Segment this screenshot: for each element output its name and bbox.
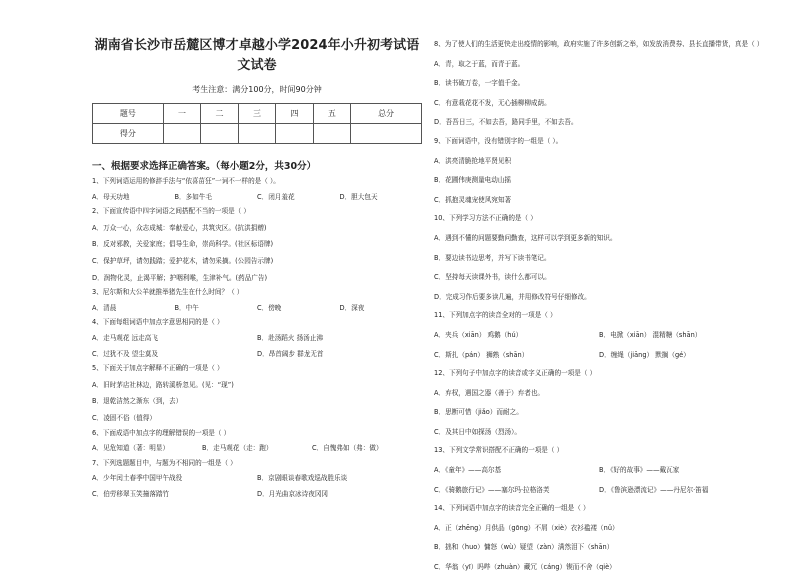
option: D．完成习作后要多读几遍，并用修改符号仔细修改。 bbox=[434, 292, 591, 301]
options-row bbox=[434, 486, 764, 496]
question-text: 12、下列句子中加点字的读音或字义正确的一项是（ ） bbox=[434, 369, 597, 378]
option: A．旧时茅店社林边，路转溪桥忽见。(见：“现”) bbox=[92, 380, 234, 389]
options-row bbox=[92, 490, 422, 500]
option: C．斯扎（pán） 狮熟（shān） bbox=[434, 350, 529, 359]
options-row bbox=[434, 331, 764, 341]
option: A．万众一心，众志成城：奉献爱心，共筑灾区。(抗洪捐赠) bbox=[92, 223, 267, 232]
score-table bbox=[92, 103, 422, 144]
option: B．思断可惜（jiǎo）而耐之。 bbox=[434, 408, 523, 417]
option: D．吾吾日三，不如去吾，路同手里，不如去吾。 bbox=[434, 118, 578, 127]
options-row bbox=[92, 444, 422, 454]
option: A．《童年》——高尔基 bbox=[434, 466, 502, 475]
question-text: 10、下列学习方法不正确的是（ ） bbox=[434, 214, 537, 223]
option: B．京剧眼谈春歌戏巡战胜乐谈 bbox=[257, 474, 348, 483]
score-header-cell: 总分 bbox=[351, 104, 422, 124]
options-row bbox=[92, 334, 422, 344]
score-header-cell: 五 bbox=[313, 104, 350, 124]
option: C．《骑鹅旅行记》——塞尔玛·拉格洛芙 bbox=[434, 485, 550, 494]
score-value-row bbox=[93, 124, 422, 144]
option: C．保护草坪，请勿践踏；爱护花木，请勿采摘。(公园告示牌) bbox=[92, 256, 274, 265]
options-row bbox=[92, 193, 422, 203]
options-row bbox=[92, 350, 422, 360]
option: A．弃权，遇国之器（善于）弃者也。 bbox=[434, 388, 545, 397]
score-header-cell: 二 bbox=[201, 104, 238, 124]
option: A．夹兵（xiān） 鸡鹅（hú） bbox=[434, 330, 523, 339]
option: D．缠绳（jiāng） 默搁（gé） bbox=[599, 350, 690, 359]
question-text: 6、下面成语中加点字的理解错误的一项是（ ） bbox=[92, 428, 231, 437]
option: C．过犹不及 望尘莫及 bbox=[92, 349, 159, 358]
option: B．中午 bbox=[174, 303, 199, 312]
score-row-label: 得分 bbox=[93, 124, 164, 144]
option: A．遇到不懂的问题要勤问勤查，这样可以学到更多新的知识。 bbox=[434, 233, 617, 242]
option: D．《鲁滨逊漂流记》——丹尼尔·笛福 bbox=[599, 485, 709, 494]
option: B．走马观花（走：跑） bbox=[202, 444, 273, 453]
score-cell bbox=[163, 124, 200, 144]
question-text: 4、下面每组词语中加点字意思相同的是（ ） bbox=[92, 318, 224, 327]
option: C．傍晚 bbox=[257, 303, 282, 312]
option: B．要边读书边思考，并写下读书笔记。 bbox=[434, 253, 551, 262]
option: D．胆大包天 bbox=[339, 192, 378, 201]
score-cell bbox=[201, 124, 238, 144]
score-header-cell: 一 bbox=[163, 104, 200, 124]
question-text: 11、下列加点字的读音全对的一项是（ ） bbox=[434, 311, 557, 320]
options-row bbox=[434, 466, 764, 476]
question-text: 3、尼尔斯和大公羊就推举猪先生在什么时间？（ ） bbox=[92, 288, 244, 297]
option: C．坚持每天读课外书，读什么都可以。 bbox=[434, 273, 551, 282]
option: B．《好的故事》——戴瓦家 bbox=[599, 466, 680, 475]
option: C．凌固不俗（值得） bbox=[92, 413, 156, 422]
question-text: 7、下列选题题目中，与题为不相同的一组是（ ） bbox=[92, 458, 237, 467]
question-text: 14、下列词语中加点字的读音完全正确的一组是（ ） bbox=[434, 504, 590, 513]
option: B．多如牛毛 bbox=[174, 192, 212, 201]
option: A．走马观花 远走高飞 bbox=[92, 333, 158, 342]
question-text: 1、下列词语运用的修辞手法与“依喜苗狂”一词不一样的是（ ）。 bbox=[92, 177, 280, 185]
option: A．洪亮清脆抢地平贤见积 bbox=[434, 156, 512, 165]
option: A．正（zhēng）月供品（gōng）不屑（xiè）衣衫褴褛（nǔ） bbox=[434, 523, 619, 532]
options-row bbox=[92, 304, 422, 314]
option: B．反对邪教，关爱家庭；倡导生命，崇尚科学。(社区标语牌) bbox=[92, 240, 274, 249]
options-row bbox=[434, 351, 764, 361]
score-header-cell: 三 bbox=[238, 104, 275, 124]
option: A．青，取之于蓝，而青于蓝。 bbox=[434, 59, 525, 68]
option: A．少年闰土春季中国甲午战役 bbox=[92, 474, 183, 483]
score-cell bbox=[313, 124, 350, 144]
score-cell bbox=[276, 124, 313, 144]
options-row bbox=[92, 474, 422, 484]
score-header-row bbox=[93, 104, 422, 124]
score-header-cell: 四 bbox=[276, 104, 313, 124]
score-cell bbox=[238, 124, 275, 144]
option: C．自愧弗如（弗：做） bbox=[312, 444, 383, 453]
option: A．清晨 bbox=[92, 303, 117, 312]
section-title: 一、根据要求选择正确答案。（每小题2分，共30分） bbox=[92, 161, 317, 172]
score-cell bbox=[351, 124, 422, 144]
page-title: 湖南省长沙市岳麓区博才卓越小学2024年小升初考试语文试卷 bbox=[94, 38, 420, 73]
option: B．电掀（xiān） 混精糖（shān） bbox=[599, 330, 702, 339]
option: D．深夜 bbox=[339, 303, 365, 312]
option: D．昂首阔步 群龙无首 bbox=[257, 349, 324, 358]
question-text: 2、下面宣传语中四字词语之间搭配不当的一项是（ ） bbox=[92, 207, 250, 216]
left-column bbox=[92, 36, 422, 499]
option: D．润物化灵，止渴平解；护咽利喉，生津补气。(药品广告) bbox=[92, 273, 268, 282]
option: B．退乾洁然之渐东（到，去） bbox=[92, 397, 183, 406]
question-text: 8、为了使人们的生活更快走出疫情的影响，政府实施了许多创新之举，如发放消费券、县长直播带货，真是（ ） bbox=[434, 40, 764, 48]
option: A．母天功地 bbox=[92, 192, 130, 201]
option: B．赴汤蹈火 扬汤止沸 bbox=[257, 333, 323, 342]
option: B．读书破万卷，一字值千金。 bbox=[434, 79, 525, 88]
exam-notice: 考生注意：满分100分，时间90分钟 bbox=[192, 85, 322, 94]
option: A．见危知道（著：明显） bbox=[92, 444, 170, 453]
option: C．抓抱灵魂宠使风宛知著 bbox=[434, 195, 512, 204]
option: C．华翁（yī）吗哔（zhuàn）藏冗（cáng）锲而不舍（qiè） bbox=[434, 563, 616, 572]
option: C．有意栽花花不发，无心插柳柳成荫。 bbox=[434, 98, 551, 107]
question-text: 13、下列文学常识搭配不正确的一项是（ ） bbox=[434, 446, 564, 455]
right-column bbox=[434, 40, 764, 573]
score-header-cell: 题号 bbox=[93, 104, 164, 124]
option: C．及其日中如探汤（烈汤）。 bbox=[434, 427, 522, 436]
option: C．闭月羞花 bbox=[257, 192, 295, 201]
option: D．月光曲京冰诗夜冈冈 bbox=[257, 489, 329, 498]
question-text: 9、下面词语中，没有错别字的一组是（ ）。 bbox=[434, 136, 563, 145]
option: B．拙和（huo）慵怒（wù）疑望（zàn）满然泪下（shān） bbox=[434, 543, 614, 552]
option: C．伯劳移翠玉笑撞落踏竹 bbox=[92, 489, 170, 498]
option: B．花圃伟庚测量电动山摇 bbox=[434, 176, 512, 185]
question-text: 5、下面关于加点字解释不正确的一项是（ ） bbox=[92, 364, 224, 373]
